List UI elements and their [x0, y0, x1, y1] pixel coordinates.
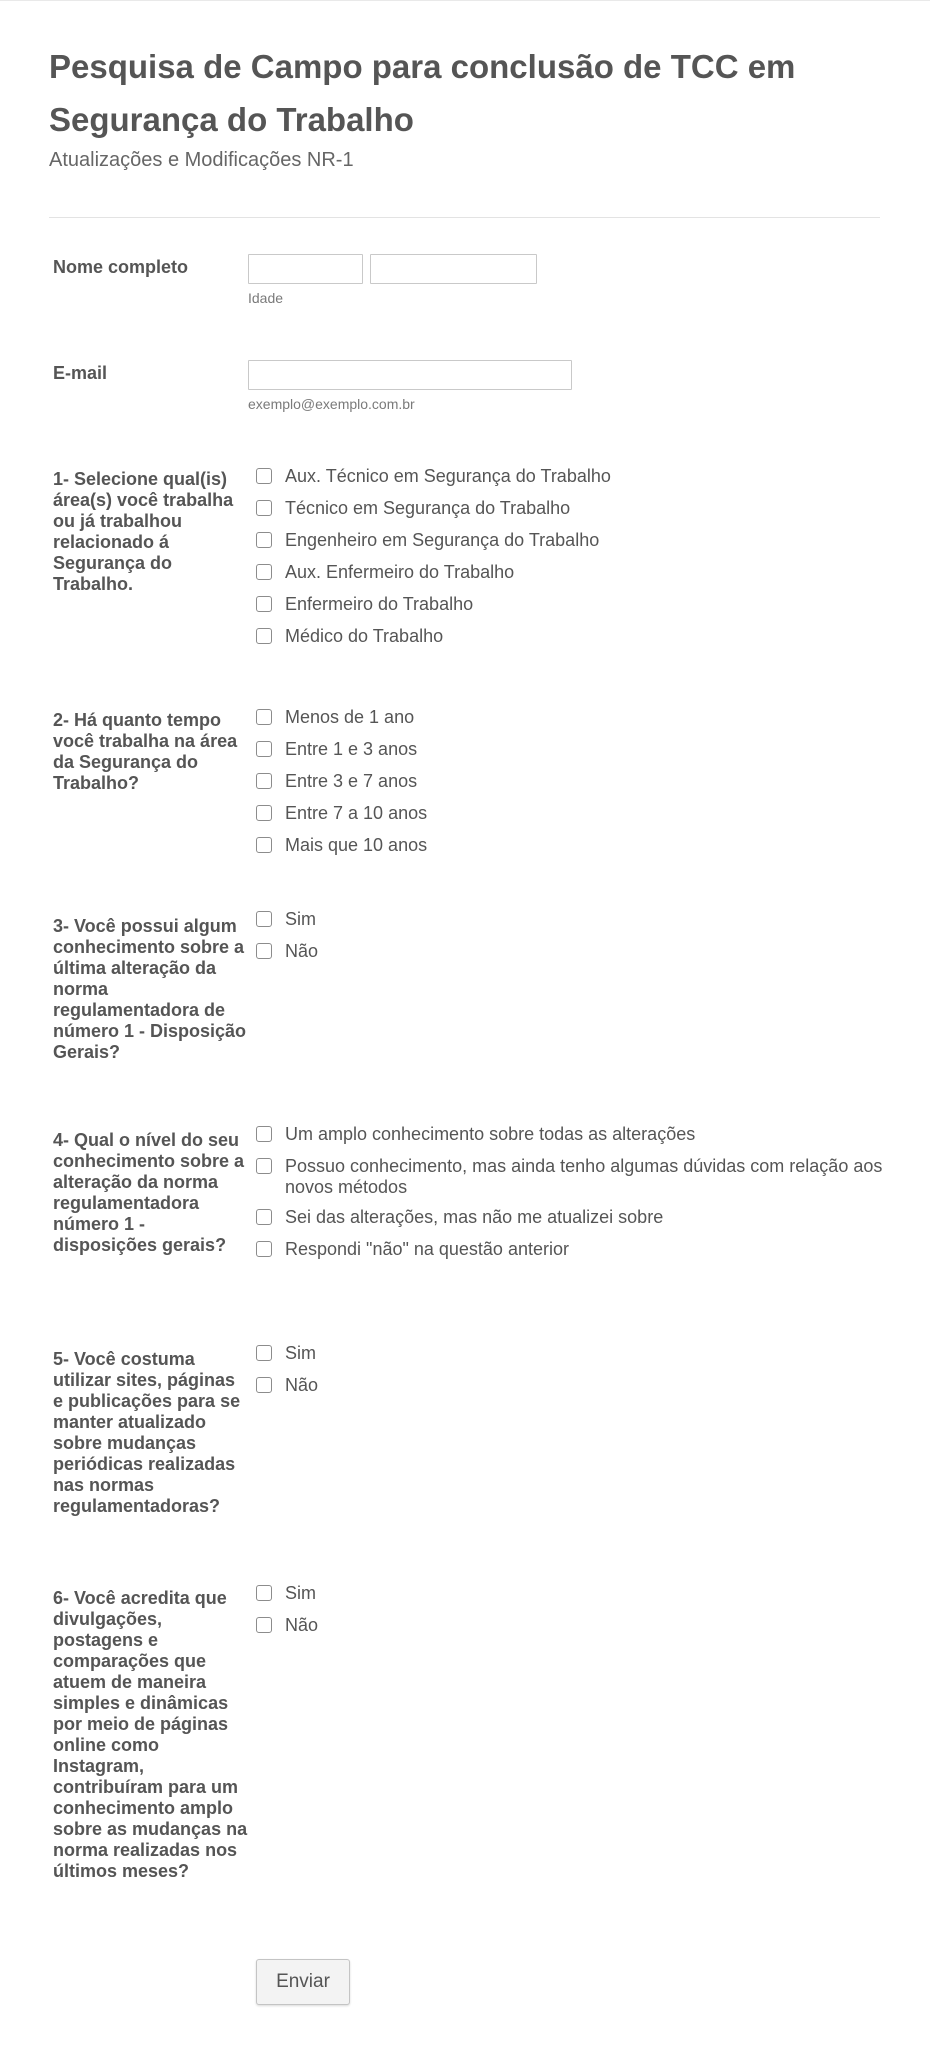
checkbox[interactable] [256, 596, 272, 612]
checkbox[interactable] [256, 943, 272, 959]
email-input[interactable] [248, 360, 572, 390]
checkbox[interactable] [256, 1209, 272, 1225]
top-border [0, 0, 930, 1]
name-row [53, 257, 893, 317]
checkbox[interactable] [256, 1158, 272, 1174]
question-3-label: 3- Você possui algum conhecimento sobre a última alteração da norma regulamentadora de número 1 - Disposição Gerais? [53, 916, 247, 1062]
checkbox[interactable] [256, 709, 272, 725]
checkbox[interactable] [256, 1585, 272, 1601]
form-title: Pesquisa de Campo para conclusão de TCC em Segurança do Trabalho [49, 48, 796, 138]
question-1-label: 1- Selecione qual(is) área(s) você trabalha ou já trabalhou relacionado á Segurança do Trabalho. [53, 469, 234, 594]
name-second-input[interactable] [370, 254, 537, 284]
question-4-label: 4- Qual o nível do seu conhecimento sobre a alteração da norma regulamentadora número 1 - disposições gerais? [53, 1130, 245, 1255]
checkbox[interactable] [256, 1377, 272, 1393]
checkbox[interactable] [256, 773, 272, 789]
form-header [49, 40, 889, 172]
question-6: 6- Você acredita que divulgações, postagens e comparações que atuem de maneira simples e dinâmicas por meio de páginas online como Instagram, contribuíram para um conhecimento amplo sobre as mudanças na norma realizadas nos últimos meses? Sim Não [53, 1583, 319, 1881]
form-subtitle: Atualizações e Modificações NR-1 [49, 149, 354, 171]
checkbox[interactable] [256, 741, 272, 757]
checkbox[interactable] [256, 1126, 272, 1142]
checkbox[interactable] [256, 1345, 272, 1361]
checkbox[interactable] [256, 1241, 272, 1257]
question-5-label: 5- Você costuma utilizar sites, páginas e publicações para se manter atualizado sobre mudanças periódicas realizadas nas normas regulamentadoras? [53, 1349, 241, 1516]
email-row [53, 363, 893, 423]
checkbox[interactable] [256, 628, 272, 644]
submit-button[interactable]: Enviar [256, 1959, 350, 2005]
checkbox[interactable] [256, 837, 272, 853]
header-divider [49, 217, 880, 218]
email-label: E-mail [53, 363, 108, 383]
checkbox[interactable] [256, 911, 272, 927]
question-4: 4- Qual o nível do seu conhecimento sobre a alteração da norma regulamentadora número 1 - disposições gerais? Um amplo conhecimento sobre todas as alterações Possuo conhecimento, mas ainda tenho algumas dúvidas com relação aos novos métodos Sei das alterações, mas não me atualizei sobre Respondi "não" na questão anterior [53, 1124, 883, 1259]
email-sublabel: exemplo@exemplo.com.br [248, 396, 415, 412]
question-3: 3- Você possui algum conhecimento sobre a última alteração da norma regulamentadora de número 1 - Disposição Gerais? Sim Não [53, 909, 319, 1062]
name-label: Nome completo [53, 257, 189, 277]
question-2: 2- Há quanto tempo você trabalha na área da Segurança do Trabalho? Menos de 1 ano Entre 1 e 3 anos Entre 3 e 7 anos Entre 7 a 10 anos Mais que 10 anos [53, 707, 428, 855]
name-first-input[interactable] [248, 254, 363, 284]
checkbox[interactable] [256, 532, 272, 548]
checkbox[interactable] [256, 564, 272, 580]
question-6-label: 6- Você acredita que divulgações, postagens e comparações que atuem de maneira simples e dinâmicas por meio de páginas online como Instagram, contribuíram para um conhecimento amplo sobre as mudanças na norma realizadas nos últimos meses? [53, 1588, 248, 1881]
checkbox[interactable] [256, 805, 272, 821]
question-1: 1- Selecione qual(is) área(s) você trabalha ou já trabalhou relacionado á Segurança do Trabalho. Aux. Técnico em Segurança do Trabalho Técnico em Segurança do Trabalho Engenheiro em Segurança do Trabalho Aux. Enfermeiro do Trabalho Enfermeiro do Trabalho Médico do Trabalho [53, 466, 611, 646]
question-2-label: 2- Há quanto tempo você trabalha na área da Segurança do Trabalho? [53, 710, 238, 793]
checkbox[interactable] [256, 468, 272, 484]
checkbox[interactable] [256, 500, 272, 516]
checkbox[interactable] [256, 1617, 272, 1633]
name-sublabel: Idade [248, 290, 284, 306]
question-5: 5- Você costuma utilizar sites, páginas e publicações para se manter atualizado sobre mudanças periódicas realizadas nas normas regulamentadoras? Sim Não [53, 1343, 319, 1516]
